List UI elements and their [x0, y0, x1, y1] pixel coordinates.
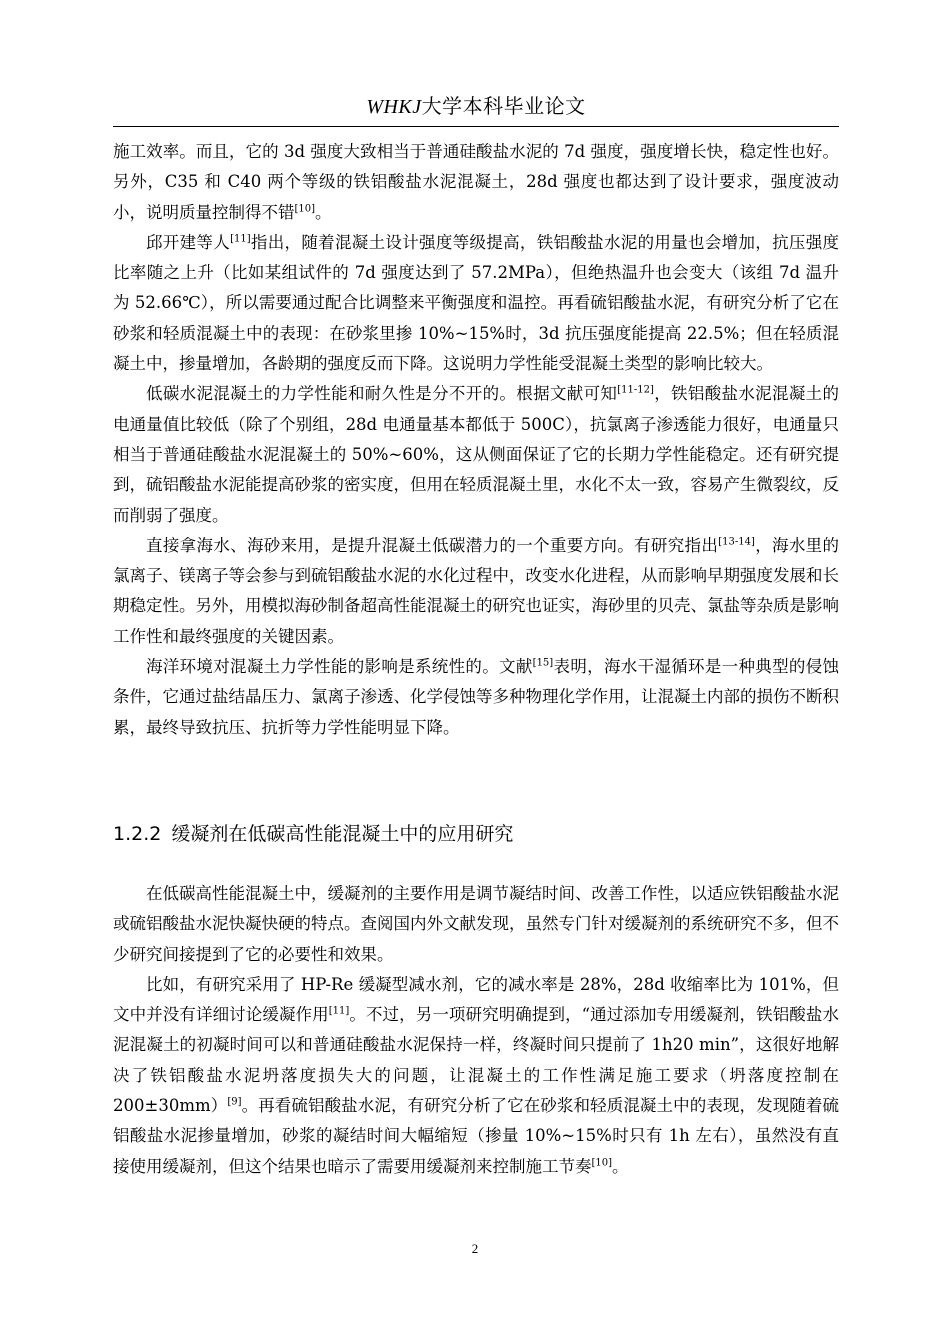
- body-text-top: [113, 137, 839, 743]
- paragraph-text: 低碳水泥混凝土的力学性能和耐久性是分不开的。根据文献可知: [146, 384, 618, 404]
- paragraph-text: 指出，随着混凝土设计强度等级提高，铁铝酸盐水泥的用量也会增加，抗压强度比率随之上升（比如某组试件的 7d 强度达到了 57.2MPa），但绝热温升也会变大（该组 7d 温升为 52.66℃），所以需要通过配合比调整来平衡强度和温控。再看硫铝酸盐水泥，有研究分析了它在砂浆和轻质混凝土中的表现：在砂浆里掺 10%~15%时，3d 抗压强度能提高 22.5%；但在轻质混凝土中，掺量增加，各龄期的强度反而下降。这说明力学性能受混凝土类型的影响比较大。: [113, 232, 840, 374]
- paragraph-text: 施工效率。而且，它的 3d 强度大致相当于普通硅酸盐水泥的 7d 强度，强度增长快，稳定性也好。另外，C35 和 C40 两个等级的铁铝酸盐水泥混凝土，28d 强度也都达到了设计要求，强度波动小，说明质量控制得不错: [113, 142, 839, 222]
- body-text-bottom: [113, 879, 839, 1182]
- header-rule: [113, 126, 839, 127]
- running-header: [113, 92, 839, 121]
- paragraph-2: [113, 228, 839, 379]
- citation: [13-14]: [718, 536, 755, 548]
- paragraph-7: [113, 970, 839, 1182]
- citation: [10]: [294, 203, 316, 215]
- citation: [11]: [230, 233, 251, 245]
- paragraph-text: 。: [315, 202, 332, 222]
- paragraph-3: [113, 379, 839, 530]
- section-number: 1.2.2: [113, 823, 162, 845]
- paragraph-4: [113, 531, 839, 652]
- paragraph-text: 。: [612, 1156, 629, 1176]
- paragraph-text: 在低碳高性能混凝土中，缓凝剂的主要作用是调节凝结时间、改善工作性，以适应铁铝酸盐水泥或硫铝酸盐水泥快凝快硬的特点。查阅国内外文献发现，虽然专门针对缓凝剂的系统研究不多，但不少研究间接提到了它的必要性和效果。: [113, 884, 839, 964]
- citation: [15]: [532, 657, 554, 669]
- paragraph-text: ，铁铝酸盐水泥混凝土的电通量值比较低（除了个别组，28d 电通量基本都低于 500C），抗氯离子渗透能力很好，电通量只相当于普通硅酸盐水泥混凝土的 50%~60%，这从侧面保证了它的长期力学性能稳定。还有研究提到，硫铝酸盐水泥能提高砂浆的密实度，但用在轻质混凝土里，水化不太一致，容易产生微裂纹，反而削弱了强度。: [113, 384, 840, 525]
- paragraph-text: 比如，有研究采用了 HP-Re 缓凝型减水剂，它的减水率是 28%，28d 收缩率比为 101%，但文中并没有详细讨论缓凝作用: [113, 974, 839, 1025]
- citation: [10]: [591, 1157, 613, 1169]
- paragraph-text: ，海水里的氯离子、镁离子等会参与到硫铝酸盐水泥的水化过程中，改变水化进程，从而影响早期强度发展和长期稳定性。另外，用模拟海砂制备超高性能混凝土的研究也证实，海砂里的贝壳、氯盐等杂质是影响工作性和最终强度的关键因素。: [113, 535, 840, 646]
- paragraph-text: 邱开建等人: [146, 232, 231, 252]
- citation: [9]: [227, 1096, 242, 1108]
- paragraph-text: 。再看硫铝酸盐水泥，有研究分析了它在砂浆和轻质混凝土中的表现，发现随着硫铝酸盐水泥掺量增加，砂浆的凝结时间大幅缩短（掺量 10%~15%时只有 1h 左右），虽然没有直接使用缓凝剂，但这个结果也暗示了需要用缓凝剂来控制施工节奏: [113, 1096, 840, 1176]
- paragraph-5: [113, 652, 839, 743]
- paragraph-6: [113, 879, 839, 970]
- paragraph-text: 表明，海水干湿循环是一种典型的侵蚀条件，它通过盐结晶压力、氯离子渗透、化学侵蚀等多种物理化学作用，让混凝土内部的损伤不断积累，最终导致抗压、抗折等力学性能明显下降。: [113, 657, 840, 737]
- citation: [11]: [328, 1005, 350, 1017]
- paragraph-1: [113, 137, 839, 228]
- section-heading: [113, 820, 839, 848]
- section-title: 缓凝剂在低碳高性能混凝土中的应用研究: [171, 823, 514, 845]
- paragraph-text: 海洋环境对混凝土力学性能的影响是系统性的。文献: [146, 657, 533, 677]
- citation: [11-12]: [617, 384, 654, 396]
- header-latin: WHKJ: [366, 96, 422, 118]
- paragraph-text: 直接拿海水、海砂来用，是提升混凝土低碳潜力的一个重要方向。有研究指出: [146, 535, 719, 555]
- header-title: 大学本科毕业论文: [421, 94, 586, 118]
- paragraph-text: 。不过，另一项研究明确提到，“通过添加专用缓凝剂，铁铝酸盐水泥混凝土的初凝时间可以和普通硅酸盐水泥保持一样，终凝时间只提前了 1h20 min”，这很好地解决了铁铝酸盐水泥坍落度损失大的问题，让混凝土的工作性满足施工要求（坍落度控制在 200±30mm）: [113, 1005, 839, 1116]
- page-number: 2: [471, 1241, 479, 1256]
